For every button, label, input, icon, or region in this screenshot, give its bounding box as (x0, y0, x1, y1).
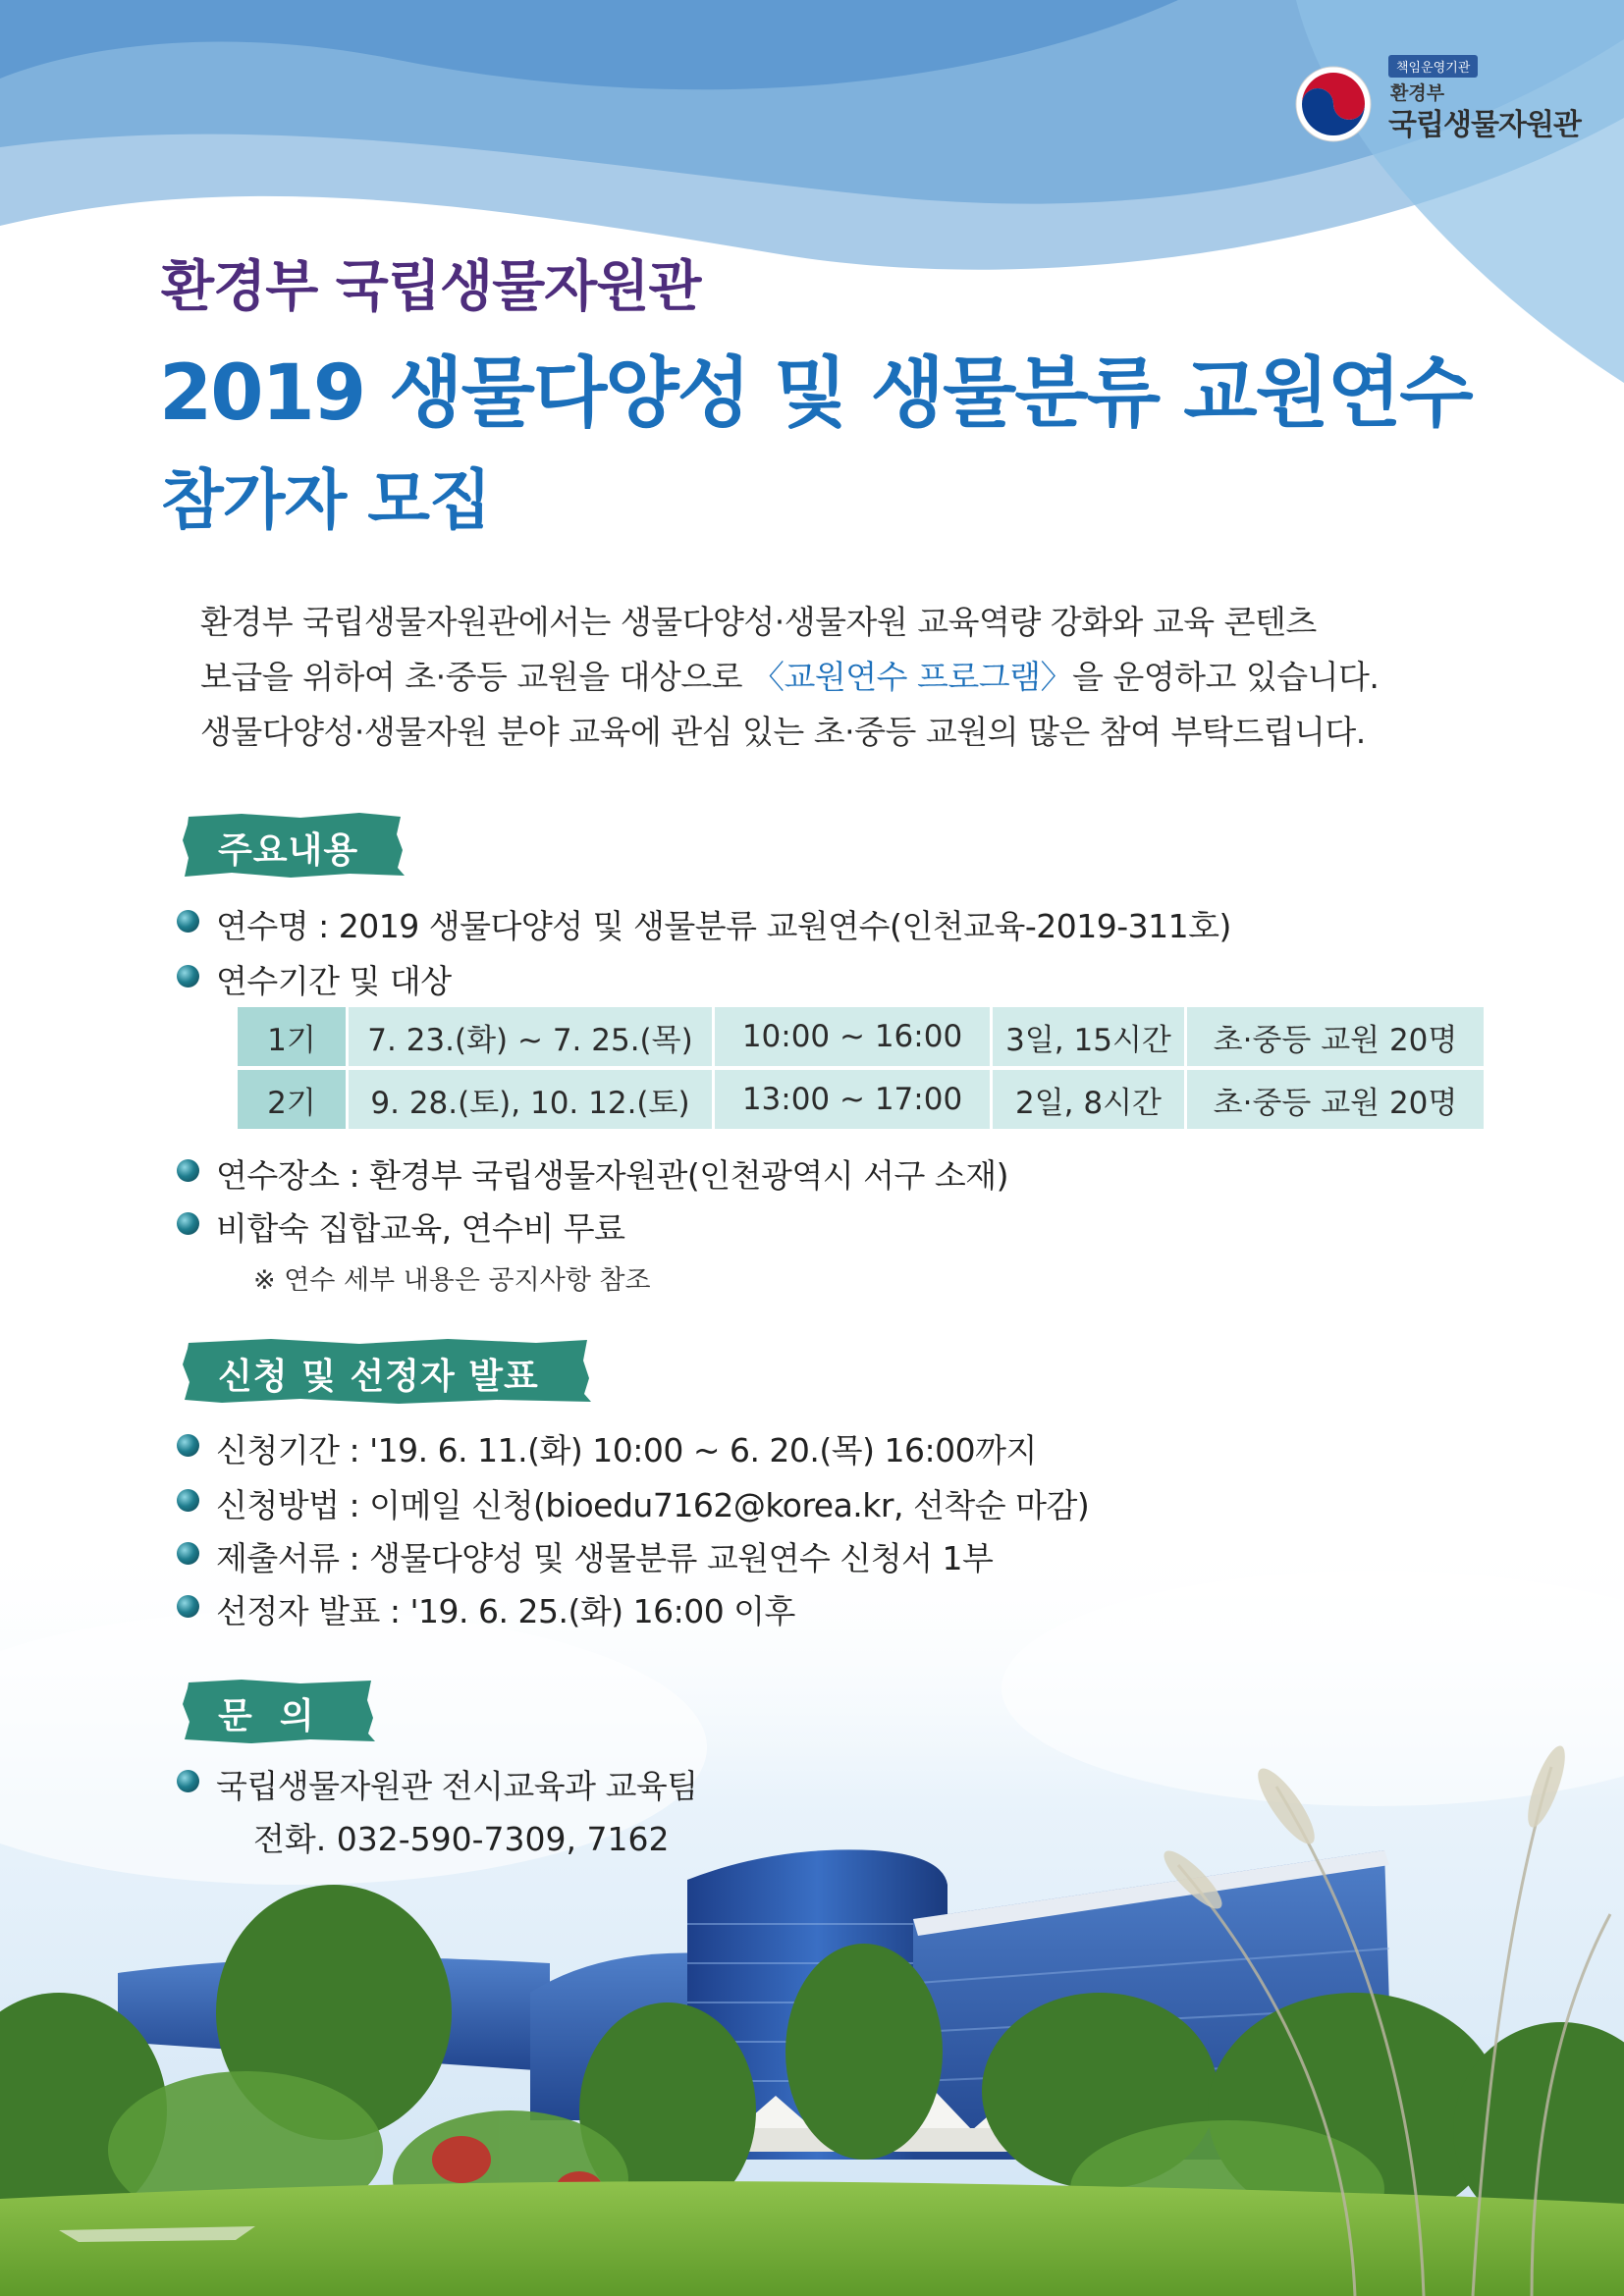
taegeuk-emblem-icon (1294, 65, 1373, 143)
intro-line-2-start: 보급을 위하여 초·중등 교원을 대상으로 (200, 658, 752, 696)
bullet-text: 신청기간 : '19. 6. 11.(화) 10:00 ~ 6. 20.(목) 16:00까지 (216, 1431, 1037, 1469)
bullet-fee (216, 1203, 625, 1250)
bullet-icon (177, 1489, 199, 1512)
bullet-text: 선정자 발표 : '19. 6. 25.(화) 16:00 이후 (216, 1592, 795, 1630)
bullet-icon (177, 1434, 199, 1457)
schedule-date: 9. 28.(토), 10. 12.(토) (346, 1070, 712, 1129)
bullet-apply-method (216, 1480, 1089, 1526)
bullet-text: 비합숙 집합교육, 연수비 무료 (216, 1209, 625, 1248)
table-row (238, 1007, 1484, 1066)
intro-line-1: 환경부 국립생물자원관에서는 생물다양성·생물자원 교육역량 강화와 교육 콘텐츠 (200, 603, 1317, 641)
bullet-icon (177, 1770, 199, 1792)
logo-badge: 책임운영기관 (1388, 55, 1478, 78)
contact-phone: 전화. 032-590-7309, 7162 (253, 1820, 670, 1858)
schedule-time: 10:00 ~ 16:00 (712, 1007, 990, 1066)
bullet-icon (177, 1212, 199, 1235)
section-label: 문 의 (218, 1696, 315, 1736)
bullet-course-period (216, 956, 452, 1002)
intro-paragraph (200, 595, 1536, 760)
bullet-contact (216, 1761, 698, 1807)
schedule-duration: 3일, 15시간 (990, 1007, 1184, 1066)
section-header-apply (183, 1337, 591, 1406)
section-header-main (183, 811, 405, 880)
bullet-text: 국립생물자원관 전시교육과 교육팀 (216, 1767, 698, 1805)
program-highlight: 〈교원연수 프로그램〉 (752, 658, 1073, 696)
bullet-icon (177, 1595, 199, 1618)
section-header-contact (183, 1677, 375, 1745)
schedule-gen: 1기 (238, 1007, 346, 1066)
page-subtitle: 참가자 모집 (161, 462, 491, 538)
detail-note: ※ 연수 세부 내용은 공지사항 참조 (253, 1265, 651, 1296)
bullet-icon (177, 1159, 199, 1182)
bullet-apply-period (216, 1425, 1037, 1471)
org-title: 환경부 국립생물자원관 (161, 255, 701, 319)
bullet-text: 연수장소 : 환경부 국립생물자원관(인천광역시 서구 소재) (216, 1156, 1009, 1195)
intro-line-3: 생물다양성·생물자원 분야 교육에 관심 있는 초·중등 교원의 많은 참여 부탁드립니다. (200, 713, 1366, 751)
bullet-venue (216, 1150, 1008, 1197)
institute-logo (1294, 55, 1589, 149)
bullet-course-name (216, 901, 1231, 947)
bullet-icon (177, 965, 199, 988)
bullet-documents (216, 1533, 993, 1579)
intro-line-2-end: 을 운영하고 있습니다. (1072, 658, 1380, 696)
table-row (238, 1070, 1484, 1129)
section-label: 주요내용 (218, 830, 359, 871)
bullet-text: 제출서류 : 생물다양성 및 생물분류 교원연수 신청서 1부 (216, 1539, 994, 1577)
schedule-table (238, 1003, 1484, 1133)
logo-institute: 국립생물자원관 (1388, 108, 1581, 142)
section-label: 신청 및 선정자 발표 (218, 1357, 539, 1397)
schedule-gen: 2기 (238, 1070, 346, 1129)
page-title: 2019 생물다양성 및 생물분류 교원연수 (159, 349, 1472, 438)
bullet-announcement (216, 1586, 795, 1632)
bullet-text: 연수명 : 2019 생물다양성 및 생물분류 교원연수(인천교육-2019-311호) (216, 907, 1231, 945)
schedule-target: 초·중등 교원 20명 (1184, 1007, 1484, 1066)
bullet-icon (177, 1542, 199, 1565)
schedule-duration: 2일, 8시간 (990, 1070, 1184, 1129)
bullet-text: 신청방법 : 이메일 신청(bioedu7162@korea.kr, 선착순 마감) (216, 1486, 1090, 1524)
intro-line-2 (200, 650, 1536, 705)
schedule-time: 13:00 ~ 17:00 (712, 1070, 990, 1129)
bullet-icon (177, 910, 199, 933)
schedule-target: 초·중등 교원 20명 (1184, 1070, 1484, 1129)
schedule-date: 7. 23.(화) ~ 7. 25.(목) (346, 1007, 712, 1066)
bullet-text: 연수기간 및 대상 (216, 962, 452, 1000)
logo-ministry: 환경부 (1390, 82, 1445, 104)
